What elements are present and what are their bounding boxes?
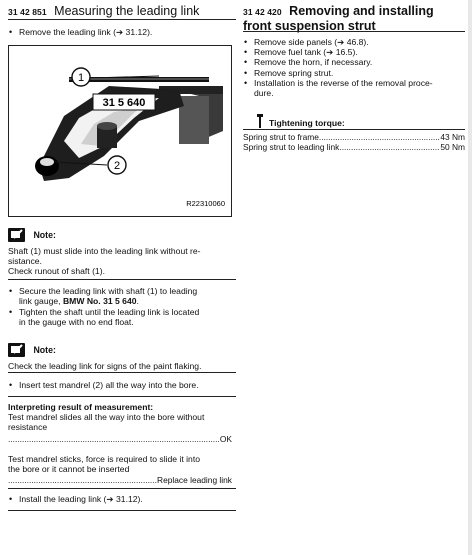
insert-rule xyxy=(8,396,236,397)
bullet-tighten: • Tighten the shaft until the leading link is located in the gauge with no end float. xyxy=(8,307,243,327)
note-1-text: Shaft (1) must slide into the leading link without re- sistance. Check runout of shaft (1). xyxy=(8,246,201,277)
torque-row-1: Spring strut to leading link ..... 50 Nm xyxy=(243,142,465,152)
case-2-result: ..... Replace leading link xyxy=(8,475,232,485)
tool-number-label: 31 5 640 xyxy=(102,97,146,109)
case-2-text: Test mandrel sticks, force is required to slide it into the bore or it cannot be inserted xyxy=(8,453,201,474)
note-1 xyxy=(8,226,236,277)
right-bullet-list xyxy=(243,37,465,98)
torque-row-0: Spring strut to frame ..... 43 Nm xyxy=(243,132,465,142)
wrench-icon xyxy=(255,114,265,133)
interpretation-rule xyxy=(8,488,236,489)
bullet-remove-leading-link: • Remove the leading link (➔ 31.12). xyxy=(8,27,243,37)
right-bullet-0: • Remove side panels (➔ 46.8). xyxy=(243,37,465,47)
note-2-rule xyxy=(8,372,236,373)
note-2-text: Check the leading link for signs of the paint flaking. xyxy=(8,361,202,371)
left-heading xyxy=(8,2,236,20)
note-pencil-icon xyxy=(8,228,25,242)
page-edge-bar xyxy=(468,0,472,555)
note-pencil-icon xyxy=(8,343,25,357)
section-title: Measuring the leading link xyxy=(54,4,200,18)
right-bullet-3: • Remove spring strut. xyxy=(243,68,465,78)
right-heading-rule xyxy=(243,31,465,32)
note-2-label: Note: xyxy=(33,344,56,355)
note-2 xyxy=(8,341,236,371)
section-number: 31 42 851 xyxy=(8,7,47,17)
case-1-result: ..... OK xyxy=(8,434,232,444)
left-heading-rule xyxy=(8,19,236,20)
bullet-insert-mandrel: • Insert test mandrel (2) all the way into the bore. xyxy=(8,380,243,390)
right-bullet-4: • Installation is the reverse of the removal proce- dure. xyxy=(243,78,465,98)
callout-2: 2 xyxy=(113,160,121,172)
section-title-right-1: Removing and installing xyxy=(289,4,434,18)
interpretation-block xyxy=(8,402,232,485)
note-1-label: Note: xyxy=(33,229,56,240)
torque-rule xyxy=(243,129,465,130)
right-heading xyxy=(243,2,465,33)
bullet-install-leading-link: • Install the leading link (➔ 31.12). xyxy=(8,494,243,504)
right-bullet-2: • Remove the horn, if necessary. xyxy=(243,57,465,67)
figure-code: R22310060 xyxy=(186,199,225,208)
interpretation-heading: Interpreting result of measurement: xyxy=(8,402,154,412)
callout-1: 1 xyxy=(77,72,85,84)
section-title-right-2: front suspension strut xyxy=(243,19,376,33)
leading-link-illustration xyxy=(9,46,231,216)
measurement-figure xyxy=(8,45,232,217)
torque-block xyxy=(243,114,465,152)
note-1-rule xyxy=(8,279,236,280)
bullet-secure: • Secure the leading link with shaft (1) to leading link gauge, BMW No. 31 5 640. xyxy=(8,286,243,306)
case-1-text: Test mandrel slides all the way into the bore without resistance xyxy=(8,412,205,433)
bottom-rule xyxy=(8,510,236,511)
right-bullet-1: • Remove fuel tank (➔ 16.5). xyxy=(243,47,465,57)
section-number-right: 31 42 420 xyxy=(243,7,282,17)
torque-heading: Tightening torque: xyxy=(269,118,345,128)
